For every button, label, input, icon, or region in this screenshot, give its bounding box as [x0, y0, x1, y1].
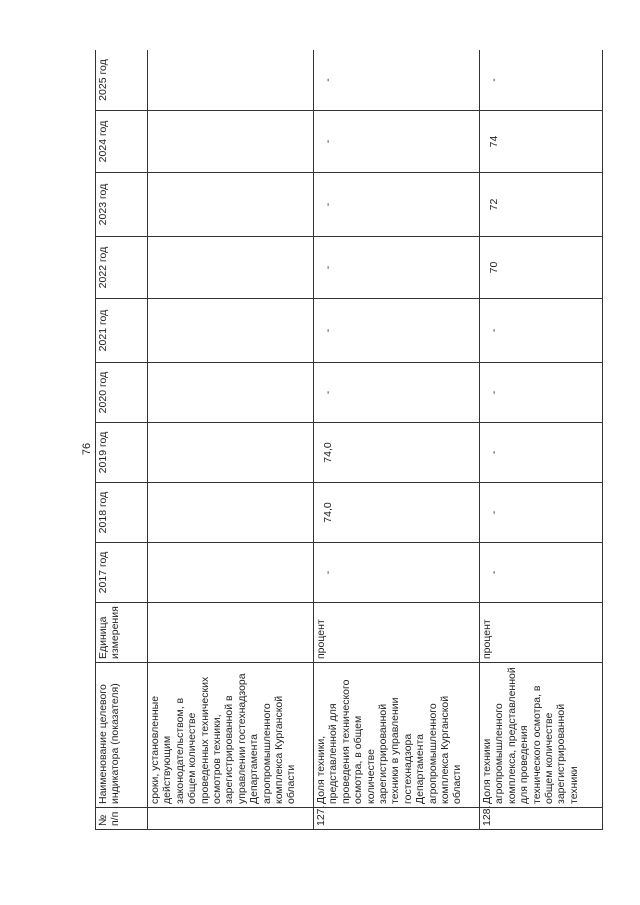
header-num: № п/п [96, 808, 148, 830]
row-value [148, 483, 314, 543]
table-container [95, 50, 603, 830]
row-num: 128. [480, 808, 603, 830]
header-year: 2017 год [96, 543, 148, 603]
row-value: - [314, 363, 480, 423]
row-value [148, 237, 314, 299]
header-name: Наименование целевого индикатора (показателя) [96, 663, 148, 808]
header-year: 2022 год [96, 237, 148, 299]
row-value [148, 299, 314, 363]
row-value [148, 543, 314, 603]
row-value: - [314, 237, 480, 299]
row-value [148, 363, 314, 423]
row-name: Доля техники, представленной для проведения технического осмотра, в общем количестве зарегистрированной техники в управлении гостехнадзора Департамента агропромышленного комплекса Курганской области [314, 663, 480, 808]
table-row [480, 50, 603, 830]
row-unit [148, 603, 314, 663]
row-value: - [480, 483, 603, 543]
header-year: 2024 год [96, 111, 148, 173]
header-year: 2025 год [96, 50, 148, 111]
row-value: 74 [480, 111, 603, 173]
row-name: Доля техники агропромышленного комплекса, представленной для проведения технического осмотра, в общем количестве зарегистрированной техники [480, 663, 603, 808]
row-value: - [314, 543, 480, 603]
row-value: - [480, 423, 603, 483]
row-unit: процент [314, 603, 480, 663]
header-year: 2019 год [96, 423, 148, 483]
row-value: - [480, 543, 603, 603]
row-value [148, 423, 314, 483]
page-number: 76 [81, 442, 93, 456]
header-year: 2018 год [96, 483, 148, 543]
header-row [96, 50, 148, 830]
header-unit: Единица измерения [96, 603, 148, 663]
row-num: 127. [314, 808, 480, 830]
row-value [148, 50, 314, 111]
indicator-table [95, 50, 603, 830]
row-value: 74,0 [314, 423, 480, 483]
row-value: - [480, 363, 603, 423]
row-name: сроки, установленные действующим законодательством, в общем количестве проведенных технических осмотров техники, зарегистрированной в управлении гостехнадзора Департамента агропромышленного комплекса Курганской области [148, 663, 314, 808]
row-unit: процент [480, 603, 603, 663]
header-year: 2021 год [96, 299, 148, 363]
rotated-table [95, 50, 603, 830]
header-year: 2020 год [96, 363, 148, 423]
row-value [148, 173, 314, 237]
row-value: 72 [480, 173, 603, 237]
table-row [148, 50, 314, 830]
row-value: 74,0 [314, 483, 480, 543]
row-value: - [314, 299, 480, 363]
header-year: 2023 год [96, 173, 148, 237]
row-num [148, 808, 314, 830]
table-row [314, 50, 480, 830]
row-value: - [314, 173, 480, 237]
row-value: - [480, 299, 603, 363]
row-value [148, 111, 314, 173]
row-value: 70 [480, 237, 603, 299]
row-value: - [314, 50, 480, 111]
row-value: - [480, 50, 603, 111]
row-value: - [314, 111, 480, 173]
